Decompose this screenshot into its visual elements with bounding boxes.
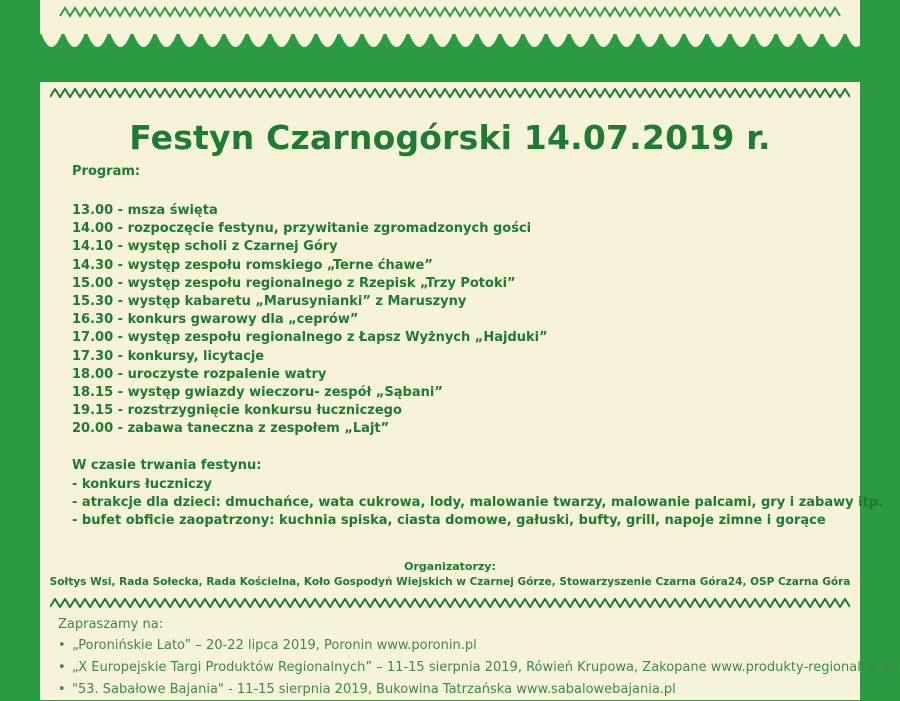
lace-scallop (339, 30, 362, 47)
schedule-item: 13.00 - msza święta (72, 203, 218, 218)
lace-scallop (546, 30, 569, 47)
invite-item (58, 679, 897, 701)
lace-scallop (569, 30, 592, 47)
lace-scallop (684, 30, 707, 47)
schedule-item: 19.15 - rozstrzygnięcie konkursu łuczniczego (72, 403, 402, 419)
invite-item (58, 635, 897, 657)
organizers-list: Sołtys Wsi, Rada Sołecka, Rada Kościelna, Koło Gospodyń Wiejskich w Czarnej Górze, Stowarzyszenie Czarna Góra24, OSP Czarna Góra (49, 576, 851, 588)
schedule-item: 14.10 - występ scholi z Czarnej Góry (72, 239, 338, 255)
lace-scallop (224, 30, 247, 47)
lace-scallop (615, 30, 638, 47)
schedule-item: 20.00 - zabawa taneczna z zespołem „Lajt” (72, 421, 390, 437)
organizers-heading: Organizatorzy: (404, 560, 496, 573)
lace-scallop (201, 30, 224, 47)
lace-scallop (822, 30, 845, 47)
lace-scallop (408, 30, 431, 47)
invite-item-text: „X Europejskie Targi Produktów Regionalnych” – 11-15 sierpnia 2019, Rówień Krupowa, Zakopane www.produkty-regionalne.eu (72, 660, 898, 675)
schedule-item: 18.15 - występ gwiazdy wieczoru- zespół „Sąbani” (72, 384, 443, 400)
lace-scallop (132, 30, 155, 47)
bullet-icon: • (58, 660, 66, 675)
page-title: Festyn Czarnogórski 14.07.2019 r. (129, 118, 771, 157)
lace-scallop (362, 30, 385, 47)
lace-scallop (592, 30, 615, 47)
lace-scallop (270, 30, 293, 47)
invite-list (58, 635, 897, 701)
lace-scallop (86, 30, 109, 47)
schedule-item: 15.00 - występ zespołu regionalnego z Rzepisk „Trzy Potoki” (72, 275, 516, 291)
invite-item-text: „Poronińskie Lato” – 20-22 lipca 2019, Poronin www.poronin.pl (72, 638, 477, 653)
lace-border-decoration (40, 0, 860, 64)
lace-scallop (638, 30, 661, 47)
lace-scallop (109, 30, 132, 47)
lace-scallop (63, 30, 86, 47)
lace-scallop (707, 30, 730, 47)
lace-scallop (477, 30, 500, 47)
lace-scallop (661, 30, 684, 47)
schedule-list (72, 202, 548, 438)
during-heading: W czasie trwania festynu: (72, 458, 262, 473)
schedule-item: 14.30 - występ zespołu romskiego „Terne ćhawe” (72, 257, 433, 273)
lace-scallop (316, 30, 339, 47)
program-panel (40, 82, 898, 700)
program-heading: Program: (72, 164, 141, 179)
lace-scallop (293, 30, 316, 47)
invite-heading: Zapraszamy na: (58, 617, 164, 632)
bullet-icon: • (58, 682, 66, 697)
schedule-item: 15.30 - występ kabaretu „Marusynianki” z Maruszyny (72, 293, 467, 309)
zigzag-border-bottom (50, 598, 850, 608)
bullet-icon: • (58, 638, 66, 653)
lace-scallop (753, 30, 776, 47)
lace-scallop (178, 30, 201, 47)
schedule-item: 14.00 - rozpoczęcie festynu, przywitanie zgromadzonych gości (72, 221, 532, 237)
lace-scallop (730, 30, 753, 47)
schedule-item: 16.30 - konkurs gwarowy dla „ceprów” (72, 312, 359, 328)
schedule-item: 17.30 - konkursy, licytacje (72, 348, 265, 364)
lace-scallop (247, 30, 270, 47)
attractions-list (72, 476, 883, 531)
attraction-item: - konkurs łuczniczy (72, 477, 212, 492)
invite-item (58, 657, 897, 679)
lace-scallop (799, 30, 822, 47)
lace-scallop (845, 30, 860, 47)
schedule-item: 17.00 - występ zespołu regionalnego z Łapsz Wyżnych „Hajduki” (72, 330, 548, 346)
lace-scallop (40, 30, 63, 47)
schedule-item: 18.00 - uroczyste rozpalenie watry (72, 366, 327, 382)
lace-scallop (523, 30, 546, 47)
invite-item-text: "53. Sabałowe Bajania" - 11-15 sierpnia 2019, Bukowina Tatrzańska www.sabalowebajania.pl (72, 682, 676, 697)
lace-scallop (155, 30, 178, 47)
lace-scallop (500, 30, 523, 47)
lace-scallop (431, 30, 454, 47)
attraction-item: - atrakcje dla dzieci: dmuchańce, wata cukrowa, lody, malowanie twarzy, malowanie palcami, gry i zabawy itp. (72, 495, 884, 511)
attraction-item: - bufet obficie zaopatrzony: kuchnia spiska, ciasta domowe, gałuski, bufty, grill, napoje zimne i gorące (72, 513, 826, 529)
lace-scallop (385, 30, 408, 47)
lace-scallop (454, 30, 477, 47)
lace-scallop (776, 30, 799, 47)
zigzag-border-top (50, 88, 850, 98)
